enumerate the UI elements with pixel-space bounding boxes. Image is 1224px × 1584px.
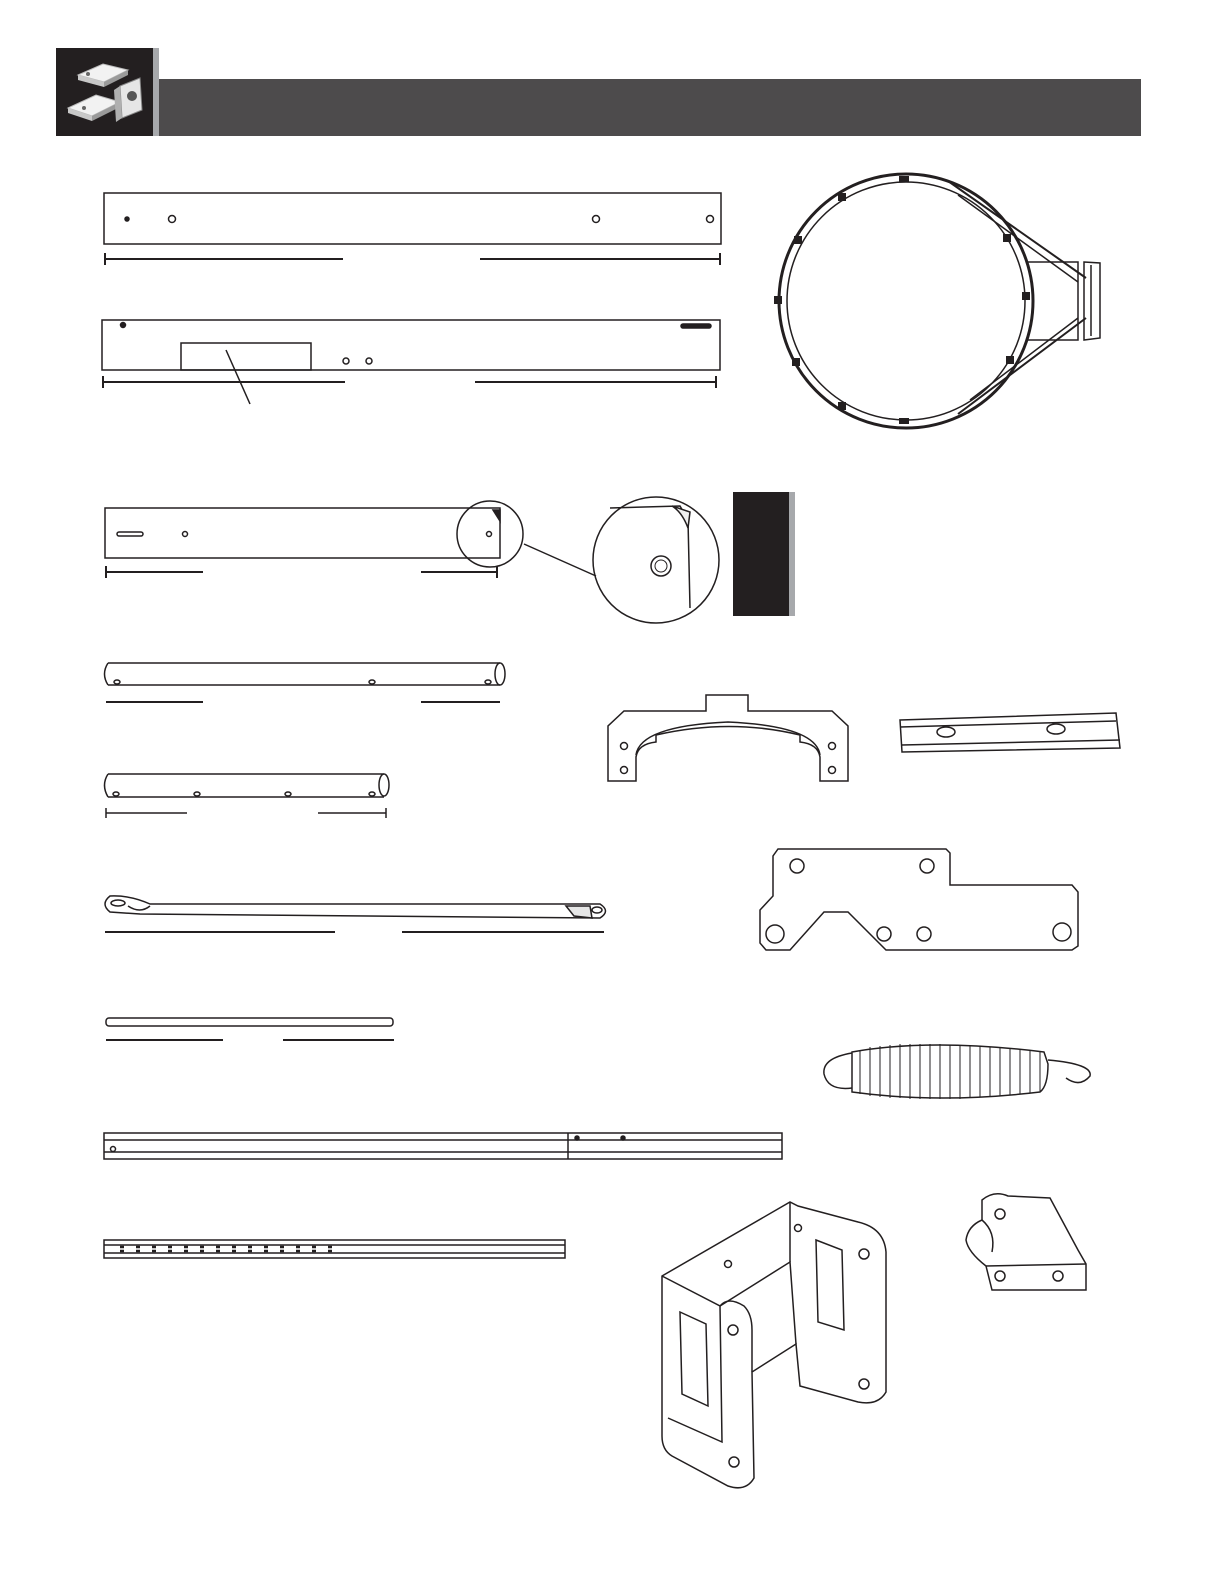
extension-spring [824,1044,1090,1099]
dimension-line [106,808,386,818]
callout-leader [226,350,250,404]
channel-short [900,713,1120,752]
tube-medium [105,663,506,702]
rim-with-net-hooks [774,174,1100,428]
arched-plate [608,695,848,781]
dimension-line [106,566,497,578]
dimension-line [105,253,720,265]
mounting-plate [760,849,1078,950]
square-tube-long [104,1133,782,1159]
u-bracket-large [662,1202,886,1488]
channel-slotted [104,1240,565,1258]
corner-bracket-small [966,1194,1086,1290]
dimension-line [103,376,716,388]
rail-flat-with-label [102,320,720,404]
detail-callout-circle [457,501,523,567]
rod-thin [106,1018,394,1040]
detail-enlargement [593,497,719,623]
flattened-end-tube [105,896,606,932]
rail-flat-short [105,501,596,578]
tube-short [105,774,390,818]
rail-flat-long [104,193,721,265]
detail-leader [524,544,596,576]
